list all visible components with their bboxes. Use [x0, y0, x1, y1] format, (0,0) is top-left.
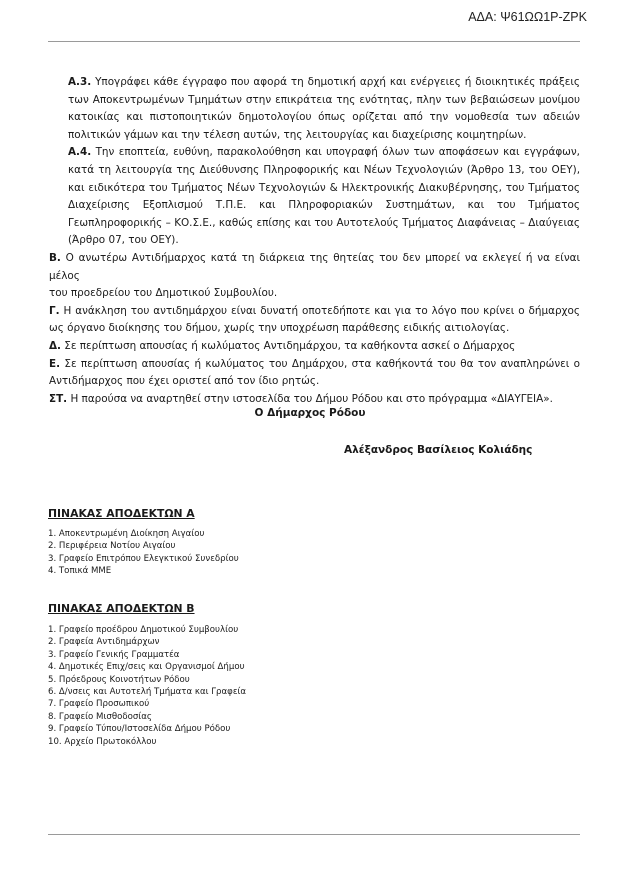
paragraph-label: Α.4. [68, 146, 92, 159]
text-line: Διαχείρισης Εξοπλισμού Τ.Π.Ε. και Πληροφοριακών Συστημάτων, και του Τμήματος [68, 199, 580, 212]
recipients-list-a [48, 528, 239, 578]
paragraph-b [49, 250, 580, 303]
text-line [68, 74, 580, 92]
text-span: Η ανάκληση του αντιδημάρχου είναι δυνατή οποτεδήποτε και για το λόγο που κρίνει ο δήμαρχος [59, 304, 580, 317]
list-item: 1. Αποκεντρωμένη Διοίκηση Αιγαίου [48, 529, 205, 539]
list-item: 10. Αρχείο Πρωτοκόλλου [48, 736, 157, 747]
list-item: 8. Γραφείο Μισθοδοσίας [48, 711, 152, 722]
text-line: και ειδικότερα του Τμήματος Νέων Τεχνολογιών & Ηλεκτρονικής Διακυβέρνησης, του Τμήματος [68, 181, 580, 194]
text-line [49, 338, 580, 356]
text-line: του προεδρείου του Δημοτικού Συμβουλίου. [49, 287, 278, 300]
text-line: των Αποκεντρωμένων Τμημάτων στην επικράτεια της ενότητας, πλην των βεβαιώσεων μονίμου [68, 93, 580, 106]
text-line: κατοικίας και πιστοποιητικών δημοτολογίου όπως ορίζεται από την νομοθεσία των αδειών [68, 111, 580, 124]
text-span: Την εποπτεία, ευθύνη, παρακολούθηση και υπογραφή όλων των αποφάσεων και εγγράφων, [91, 146, 580, 159]
list-item: 2. Περιφέρεια Νοτίου Αιγαίου [48, 541, 176, 552]
list-item: 5. Πρόεδρους Κοινοτήτων Ρόδου [48, 674, 190, 685]
paragraph-st [49, 391, 580, 409]
text-line: Γεωπληροφορικής – ΚΟ.Σ.Ε., καθώς επίσης και του Αυτοτελούς Τμήματος Διαφάνειας – Διαύγειας [68, 216, 580, 229]
paragraph-label: ΣΤ. [49, 392, 68, 405]
text-span: Σε περίπτωση απουσίας ή κωλύματος του Δημάρχου, στα καθήκοντά του θα τον αναπληρώνει ο [60, 357, 580, 370]
paragraph-e [49, 356, 580, 391]
paragraph-label: Ε. [49, 357, 61, 370]
list-item: 6. Δ/νσεις και Αυτοτελή Τμήματα και Γραφεία [48, 687, 247, 698]
list-item: 9. Γραφείο Τύπου/Ιστοσελίδα Δήμου Ρόδου [48, 724, 231, 735]
text-line: κατά τη λειτουργία της Διεύθυνσης Πληροφορικής και Νέων Τεχνολογιών (Άρθρο 13, του ΟΕΥ), [68, 163, 580, 176]
header-divider [48, 41, 580, 42]
text-line: Αντιδήμαρχος που έχει οριστεί από τον ίδιο ρητώς. [49, 375, 320, 388]
text-line [49, 303, 580, 321]
signature-name: Αλέξανδρος Βασίλειος Κολιάδης [344, 444, 533, 456]
text-line: (Άρθρο 07, του ΟΕΥ). [68, 234, 179, 247]
list-item: 1. Γραφείο προέδρου Δημοτικού Συμβουλίου [48, 625, 239, 635]
list-item: 2. Γραφεία Αντιδημάρχων [48, 637, 160, 648]
footer-divider [48, 834, 580, 835]
signature-role: Ο Δήμαρχος Ρόδου [254, 407, 366, 419]
text-line [49, 250, 580, 285]
text-span: Σε περίπτωση απουσίας ή κωλύματος Αντιδημάρχου, τα καθήκοντα ασκεί ο Δήμαρχος [61, 339, 516, 352]
text-line: πολιτικών γάμων και την τέλεση αυτών, της λειτουργίας και διαχείρισης κοιμητηρίων. [68, 128, 527, 141]
text-span: Ο ανωτέρω Αντιδήμαρχος κατά τη διάρκεια της θητείας του δεν μπορεί να εκλεγεί ή να είναι μέλος [49, 251, 580, 282]
paragraph-label: Δ. [49, 339, 61, 352]
list-item: 4. Τοπικά ΜΜΕ [48, 566, 112, 577]
text-line: ως όργανο διοίκησης του δήμου, χωρίς την υποχρέωση παράθεσης ειδικής αιτιολογίας. [49, 322, 510, 335]
recipients-table-b-title: ΠΙΝΑΚΑΣ ΑΠΟΔΕΚΤΩΝ Β [48, 602, 195, 615]
recipients-table-a-title: ΠΙΝΑΚΑΣ ΑΠΟΔΕΚΤΩΝ Α [48, 507, 195, 520]
list-item: 4. Δημοτικές Επιχ/σεις και Οργανισμοί Δήμου [48, 662, 245, 673]
text-span: Η παρούσα να αναρτηθεί στην ιστοσελίδα του Δήμου Ρόδου και στο πρόγραμμα «ΔΙΑΥΓΕΙΑ». [67, 392, 553, 405]
paragraph-d [49, 338, 580, 356]
list-item: 3. Γραφείο Γενικής Γραμματέα [48, 649, 180, 660]
text-line [49, 391, 580, 409]
paragraph-label: Α.3. [68, 76, 92, 88]
paragraph-label: Β. [49, 251, 61, 264]
text-span: Υπογράφει κάθε έγγραφο που αφορά τη δημοτική αρχή και ενέργειες ή διοικητικές πράξεις [91, 76, 580, 88]
document-body [49, 74, 580, 408]
paragraph-g [49, 303, 580, 338]
paragraph-a4 [49, 144, 580, 250]
paragraph-a3 [49, 74, 580, 144]
paragraph-label: Γ. [49, 304, 60, 317]
list-item: 3. Γραφείο Επιτρόπου Ελεγκτικού Συνεδρίου [48, 553, 239, 564]
text-line [68, 144, 580, 162]
list-item: 7. Γραφείο Προσωπικού [48, 699, 150, 710]
recipients-list-b [48, 624, 246, 748]
ada-code: ΑΔΑ: Ψ61ΩΩ1Ρ-ΖΡΚ [468, 10, 587, 24]
text-line [49, 356, 580, 374]
